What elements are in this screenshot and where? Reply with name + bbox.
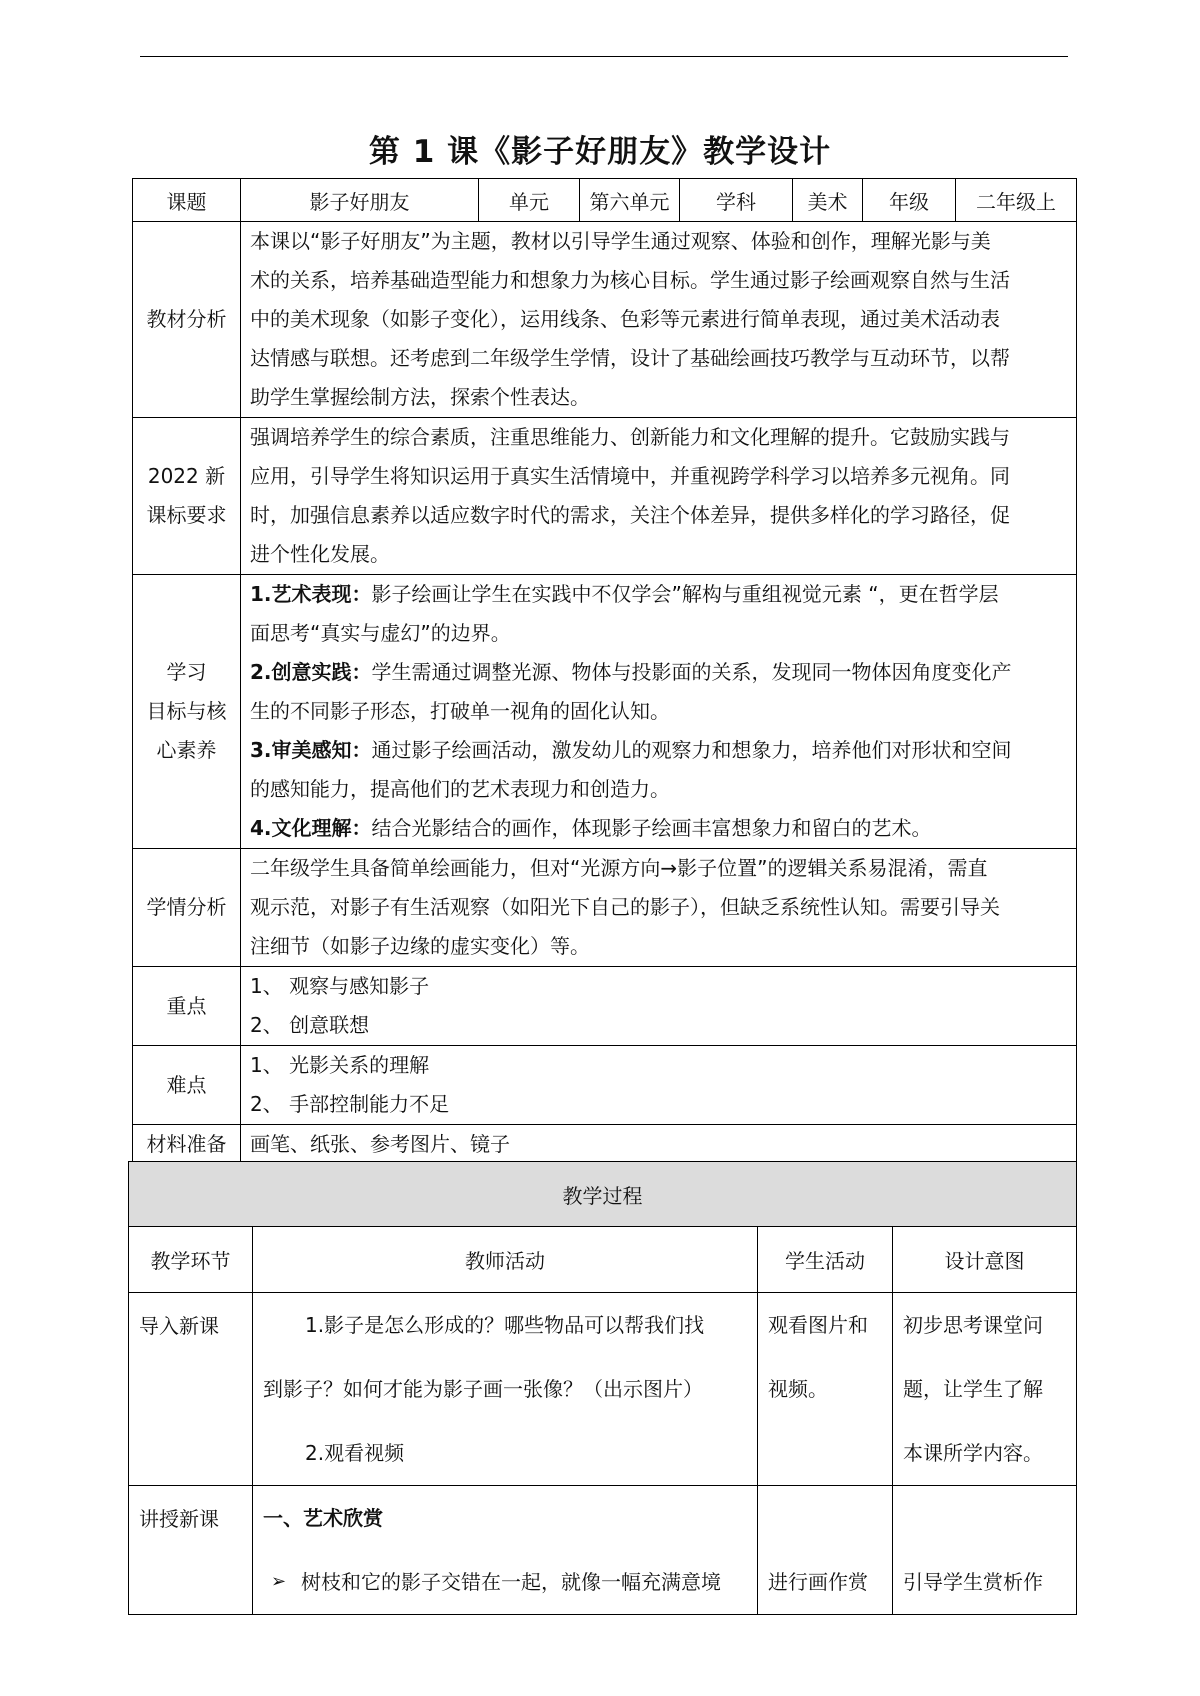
text-line: 引导学生赏析作 [903,1570,1043,1594]
text-line: 达情感与联想。还考虑到二年级学生学情，设计了基础绘画技巧教学与互动环节，以帮 [250,346,1010,370]
teach-design-intent [893,1486,1077,1615]
topic-value: 影子好朋友 [241,179,479,222]
lesson-header-row [133,179,1077,222]
text-line: 二年级学生具备简单绘画能力，但对“光源方向→影子位置”的逻辑关系易混淆，需直 [250,856,988,880]
header-rule [140,56,1068,57]
objectives-row [133,575,1077,849]
intro-design-intent [893,1293,1077,1486]
teach-stage-label: 讲授新课 [129,1486,253,1615]
objective-line [250,692,1068,731]
objective-text: 生的不同影子形态，打破单一视角的固化认知。 [250,699,670,723]
text-line: 观看图片和 [768,1313,868,1337]
text-line: 初步思考课堂问 [903,1313,1043,1337]
text-line: 本课以“影子好朋友”为主题，教材以引导学生通过观察、体验和创作，理解光影与美 [250,229,991,253]
process-heading: 教学过程 [129,1162,1077,1227]
column-header-intent: 设计意图 [893,1227,1077,1293]
teaching-process-table [128,1161,1077,1615]
difficulties-text [241,1046,1077,1125]
intro-student-activity [758,1293,893,1486]
text-line: 助学生掌握绘制方法，探索个性表达。 [250,385,590,409]
unit-value: 第六单元 [580,179,680,222]
process-column-header-row [129,1227,1077,1293]
text-line: 进个性化发展。 [250,542,390,566]
grade-label: 年级 [863,179,956,222]
material-analysis-row [133,222,1077,418]
intro-teacher-activity [253,1293,758,1486]
unit-label: 单元 [479,179,580,222]
teach-student-activity [758,1486,893,1615]
objective-line [250,653,1068,692]
objective-heading: 4.文化理解： [250,816,372,840]
intro-stage-row [129,1293,1077,1486]
materials-row [133,1125,1077,1165]
text-line: 进行画作赏 [768,1570,868,1594]
key-points-text [241,967,1077,1046]
material-analysis-label: 教材分析 [133,222,241,418]
learner-analysis-row [133,849,1077,967]
teach-teacher-activity [253,1486,758,1615]
bullet-line [263,1550,749,1614]
text-line: 观示范，对影子有生活观察（如阳光下自己的影子），但缺乏系统性认知。需要引导关 [250,895,1000,919]
lesson-info-table [132,178,1077,1165]
art-appreciation-heading: 一、艺术欣赏 [263,1506,383,1530]
text-line: 视频。 [768,1377,828,1401]
text-line: 注细节（如影子边缘的虚实变化）等。 [250,934,590,958]
text-line: 1.影子是怎么形成的？哪些物品可以帮我们找 [305,1313,705,1337]
learner-analysis-label: 学情分析 [133,849,241,967]
objective-line [250,809,1068,848]
column-header-teacher: 教师活动 [253,1227,758,1293]
objective-line [250,770,1068,809]
label-line: 目标与核 [146,699,227,723]
text-line: 强调培养学生的综合素质，注重思维能力、创新能力和文化理解的提升。它鼓励实践与 [250,425,1010,449]
document-title: 第 1 课《影子好朋友》教学设计 [368,134,832,170]
subject-label: 学科 [680,179,793,222]
text-line: 到影子？如何才能为影子画一张像？（出示图片） [263,1377,703,1401]
topic-label: 课题 [133,179,241,222]
objective-text: 影子绘画让学生在实践中不仅学会”解构与重组视觉元素 “，更在哲学层 [371,582,999,606]
label-line: 学习 [166,660,207,684]
text-line: 1、 观察与感知影子 [250,974,430,998]
objective-line [250,731,1068,770]
objective-text: 结合光影结合的画作，体现影子绘画丰富想象力和留白的艺术。 [371,816,932,840]
subject-value: 美术 [793,179,863,222]
objective-heading: 1.艺术表现： [250,582,372,606]
text-line: 中的美术现象（如影子变化），运用线条、色彩等元素进行简单表现，通过美术活动表 [250,307,1000,331]
text-line: 术的关系，培养基础造型能力和想象力为核心目标。学生通过影子绘画观察自然与生活 [250,268,1010,292]
grade-value: 二年级上 [956,179,1077,222]
materials-text: 画笔、纸张、参考图片、镜子 [241,1125,1077,1165]
text-line: 时，加强信息素养以适应数字时代的需求，关注个体差异，提供多样化的学习路径，促 [250,503,1010,527]
column-header-student: 学生活动 [758,1227,893,1293]
objective-text: 通过影子绘画活动，激发幼儿的观察力和想象力，培养他们对形状和空间 [371,738,1012,762]
text-line: 2.观看视频 [305,1441,405,1465]
column-header-stage: 教学环节 [129,1227,253,1293]
objective-text: 的感知能力，提高他们的艺术表现力和创造力。 [250,777,670,801]
bullet-text: 树枝和它的影子交错在一起，就像一幅充满意境 [301,1570,721,1594]
difficulties-row [133,1046,1077,1125]
objectives-text [241,575,1077,849]
key-points-row [133,967,1077,1046]
objective-text: 学生需通过调整光源、物体与投影面的关系，发现同一物体因角度变化产 [371,660,1012,684]
label-line: 课标要求 [146,503,227,527]
label-line: 心素养 [156,738,217,762]
materials-label: 材料准备 [133,1125,241,1165]
objectives-label [133,575,241,849]
text-line: 本课所学内容。 [903,1441,1043,1465]
curriculum-standard-label [133,418,241,575]
objective-line [250,614,1068,653]
arrow-bullet-icon: ➢ [271,1571,287,1592]
text-line: 2、 创意联想 [250,1013,370,1037]
learner-analysis-text [241,849,1077,967]
material-analysis-text [241,222,1077,418]
process-heading-row [129,1162,1077,1227]
text-line: 题，让学生了解 [903,1377,1043,1401]
objective-heading: 2.创意实践： [250,660,372,684]
curriculum-standard-row [133,418,1077,575]
curriculum-standard-text [241,418,1077,575]
difficulties-label: 难点 [133,1046,241,1125]
text-line: 1、 光影关系的理解 [250,1053,430,1077]
intro-stage-label: 导入新课 [129,1293,253,1486]
key-points-label: 重点 [133,967,241,1046]
text-line: 2、 手部控制能力不足 [250,1092,450,1116]
label-line: 2022 新 [147,464,226,488]
teach-stage-row [129,1486,1077,1615]
objective-heading: 3.审美感知： [250,738,372,762]
objective-line [250,575,1068,614]
text-line: 应用，引导学生将知识运用于真实生活情境中，并重视跨学科学习以培养多元视角。同 [250,464,1010,488]
objective-text: 面思考“真实与虚幻”的边界。 [250,621,511,645]
